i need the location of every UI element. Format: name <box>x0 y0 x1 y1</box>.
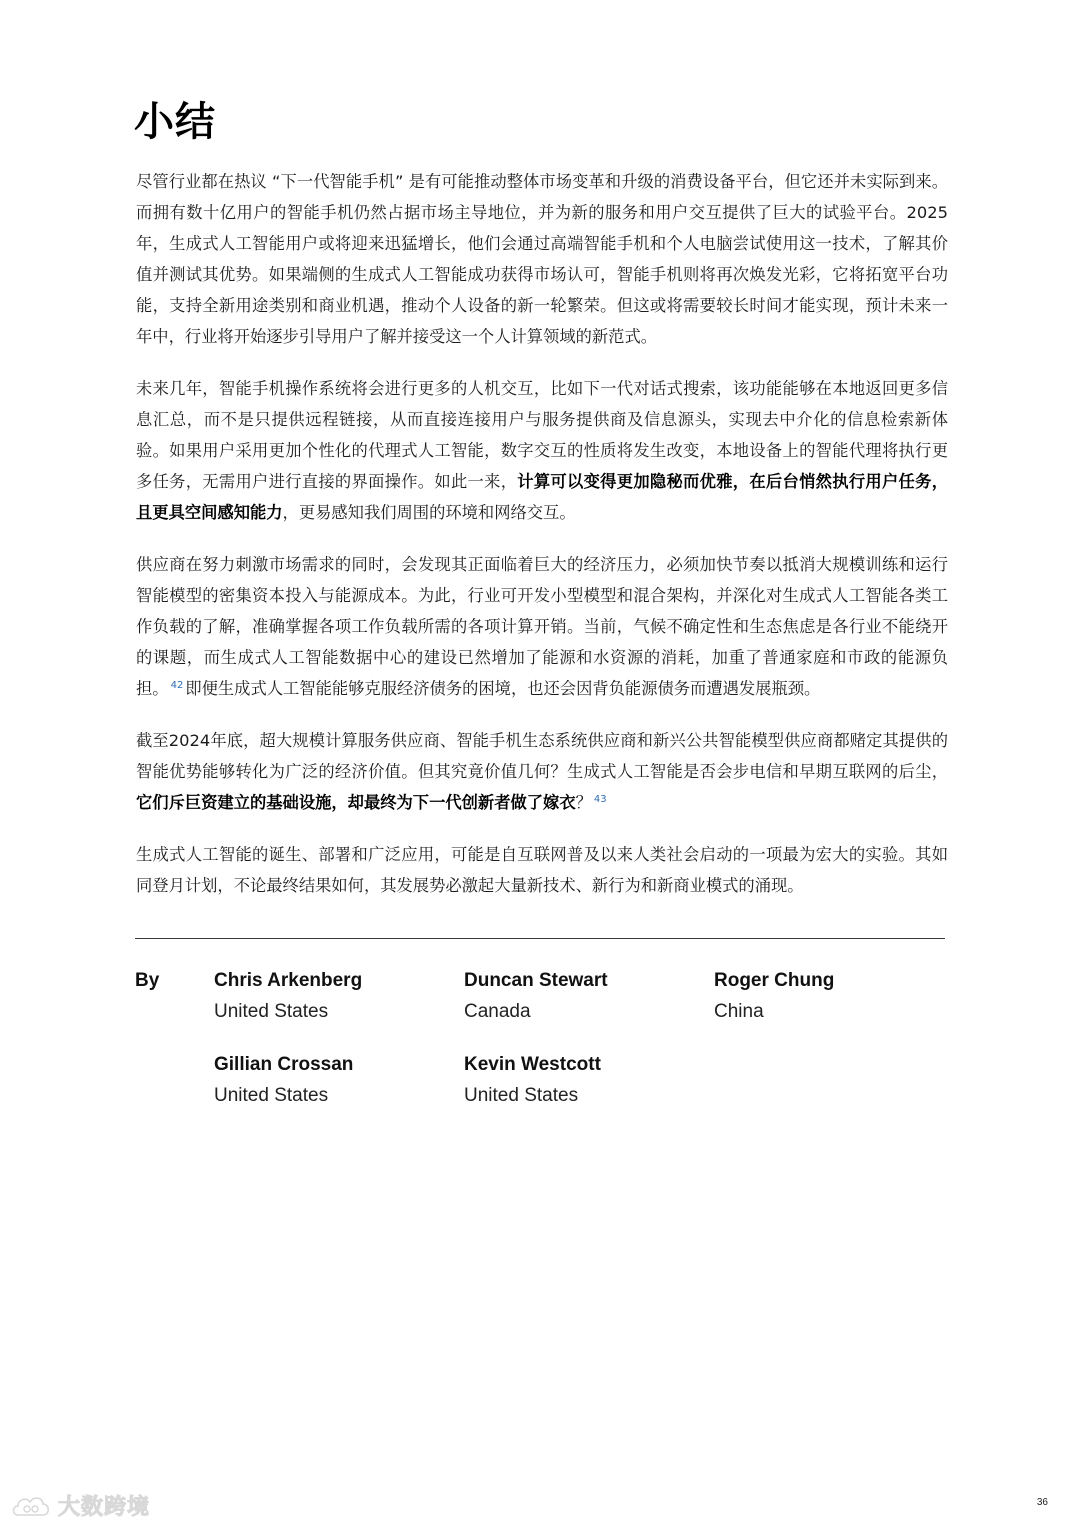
paragraph-3-text-start: 供应商在努力刺激市场需求的同时，会发现其正面临着巨大的经济压力，必须加快节奏以抵消大规模训练和运行智能模型的密集资本投入与能源成本。为此，行业可开发小型模型和混合架构，并深化对生成式人工智能各类工作负载的了解，准确掌握各项工作负载所需的各项计算开销。当前，气候不确定性和生态焦虑是各行业不能绕开的课题，而生成式人工智能数据中心的建设已然增加了能源和水资源的消耗，加重了普通家庭和市政的能源负担。 <box>136 555 948 698</box>
author-name: Kevin Westcott <box>464 1054 601 1075</box>
paragraph-5 <box>136 839 948 901</box>
paragraph-2-text-end: ，更易感知我们周围的环境和网络交互。 <box>282 503 576 522</box>
paragraph-1-text: 尽管行业都在热议 “下一代智能手机” 是有可能推动整体市场变革和升级的消费设备平台，但它还并未实际到来。而拥有数十亿用户的智能手机仍然占据市场主导地位，并为新的服务和用户交互提供了巨大的试验平台。2025年，生成式人工智能用户或将迎来迅猛增长，他们会通过高端智能手机和个人电脑尝试使用这一技术，了解其价值并测试其优势。如果端侧的生成式人工智能成功获得市场认可，智能手机则将再次焕发光彩，它将拓宽平台功能，支持全新用途类别和商业机遇，推动个人设备的新一轮繁荣。但这或将需要较长时间才能实现，预计未来一年中，行业将开始逐步引导用户了解并接受这一个人计算领域的新范式。 <box>136 172 948 346</box>
section-title: 小结 <box>134 99 216 145</box>
author-name: Chris Arkenberg <box>214 970 363 991</box>
page-number: 36 <box>1036 1497 1048 1508</box>
author-name: Roger Chung <box>714 970 835 991</box>
author-country: United States <box>464 1085 579 1106</box>
author-card <box>464 1052 704 1109</box>
author-country: China <box>714 1001 764 1022</box>
author-card <box>214 1052 454 1109</box>
watermark-text: 大数跨境 <box>58 1495 151 1520</box>
paragraph-4-text-start: 截至2024年底，超大规模计算服务供应商、智能手机生态系统供应商和新兴公共智能模型供应商都赌定其提供的智能优势能够转化为广泛的经济价值。但其究竟价值几何？生成式人工智能是否会步电信和早期互联网的后尘， <box>136 731 948 781</box>
section-divider <box>135 938 945 939</box>
paragraph-3 <box>136 549 948 704</box>
author-card <box>464 968 704 1025</box>
paragraph-5-text: 生成式人工智能的诞生、部署和广泛应用，可能是自互联网普及以来人类社会启动的一项最为宏大的实验。其如同登月计划，不论最终结果如何，其发展势必激起大量新技术、新行为和新商业模式的涌现。 <box>136 845 948 895</box>
footnote-ref-43[interactable]: 43 <box>593 793 607 805</box>
paragraph-3-text-end: 即便生成式人工智能能够克服经济债务的困境，也还会因背负能源债务而遭遇发展瓶颈。 <box>185 679 821 698</box>
author-name: Gillian Crossan <box>214 1054 354 1075</box>
author-name: Duncan Stewart <box>464 970 608 991</box>
author-card <box>214 968 454 1025</box>
author-card <box>714 968 954 1025</box>
cloud-logo-icon <box>10 1493 52 1519</box>
paragraph-4 <box>136 725 948 818</box>
author-country: United States <box>214 1085 329 1106</box>
byline-label: By <box>135 970 160 991</box>
body-text <box>136 166 948 922</box>
paragraph-2-text-start: 未来几年，智能手机操作系统将会进行更多的人机交互，比如下一代对话式搜索，该功能能够在本地返回更多信息汇总，而不是只提供远程链接，从而直接连接用户与服务提供商及信息源头，实现去中介化的信息检索新体验。如果用户采用更加个性化的代理式人工智能，数字交互的性质将发生改变，本地设备上的智能代理将执行更多任务，无需用户进行直接的界面操作。如此一来， <box>136 379 948 491</box>
paragraph-2 <box>136 373 948 528</box>
paragraph-4-emphasis: 它们斥巨资建立的基础设施，却最终为下一代创新者做了嫁衣 <box>136 793 576 812</box>
watermark <box>10 1490 150 1521</box>
paragraph-2-emphasis: 计算可以变得更加隐秘而优雅，在后台悄然执行用户任务，且更具空间感知能力 <box>136 472 948 522</box>
paragraph-4-text-end: ？ <box>575 793 592 812</box>
author-country: United States <box>214 1001 329 1022</box>
author-country: Canada <box>464 1001 531 1022</box>
paragraph-1 <box>136 166 948 352</box>
footnote-ref-42[interactable]: 42 <box>170 679 184 691</box>
